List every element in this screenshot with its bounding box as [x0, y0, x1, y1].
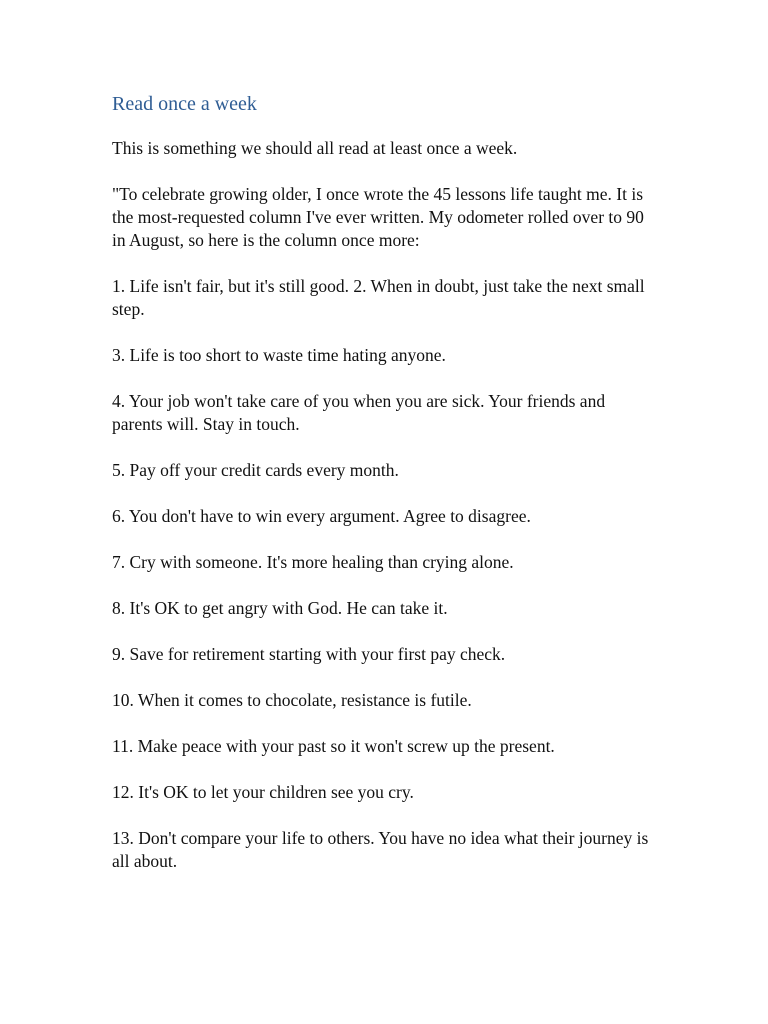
- lesson-paragraph: 3. Life is too short to waste time hating anyone.: [112, 345, 446, 365]
- lesson-paragraph: 8. It's OK to get angry with God. He can take it.: [112, 598, 448, 618]
- lesson-paragraph: 5. Pay off your credit cards every month.: [112, 460, 399, 480]
- lesson-paragraph: 1. Life isn't fair, but it's still good. 2. When in doubt, just take the next small step.: [112, 276, 645, 319]
- lesson-paragraph: 6. You don't have to win every argument. Agree to disagree.: [112, 506, 531, 526]
- lesson-paragraph: 13. Don't compare your life to others. You have no idea what their journey is all about.: [112, 828, 649, 871]
- lesson-paragraph: 12. It's OK to let your children see you cry.: [112, 782, 414, 802]
- document-title: Read once a week: [112, 93, 257, 115]
- lesson-paragraph: 10. When it comes to chocolate, resistance is futile.: [112, 690, 472, 710]
- document-page: [112, 90, 652, 896]
- lesson-paragraph: 4. Your job won't take care of you when you are sick. Your friends and parents will. Stay in touch.: [112, 391, 606, 434]
- preamble-paragraph: "To celebrate growing older, I once wrote the 45 lessons life taught me. It is the most-requested column I've ever written. My odometer rolled over to 90 in August, so here is the column once more:: [112, 184, 644, 250]
- lesson-paragraph: 9. Save for retirement starting with your first pay check.: [112, 644, 506, 664]
- intro-paragraph: This is something we should all read at least once a week.: [112, 138, 518, 158]
- lesson-paragraph: 11. Make peace with your past so it won't screw up the present.: [112, 736, 555, 756]
- lesson-paragraph: 7. Cry with someone. It's more healing than crying alone.: [112, 552, 514, 572]
